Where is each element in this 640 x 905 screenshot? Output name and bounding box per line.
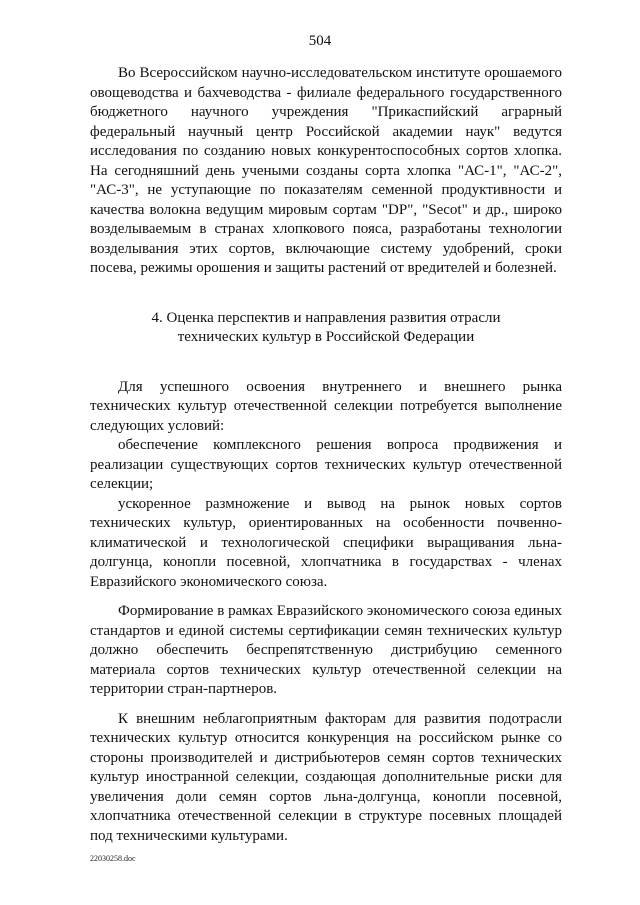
- section-heading: [90, 309, 562, 348]
- paragraph-certification: Формирование в рамках Евразийского экономического союза единых стандартов и единой системы сертификации семян технических культур должно обеспечить беспрепятственную дистрибуцию семенного материала сортов технических культур отечественной селекции на территории стран-партнеров.: [90, 603, 562, 697]
- section-heading-line-2: технических культур в Российской Федерации: [177, 329, 475, 345]
- page-number: 504: [308, 33, 332, 49]
- footer-doc-id: 22030258.doc: [90, 854, 136, 863]
- section-heading-line-1: 4. Оценка перспектив и направления развития отрасли: [151, 309, 501, 326]
- paragraph-conditions-intro: Для успешного освоения внутреннего и внешнего рынка технических культур отечественной селекции потребуется выполнение следующих условий:: [90, 378, 562, 434]
- document-body: [90, 64, 562, 846]
- paragraph-condition-1: обеспечение комплексного решения вопроса продвижения и реализации существующих сортов технических культур отечественной селекции;: [90, 437, 562, 492]
- paragraph-condition-2: ускоренное размножение и вывод на рынок новых сортов технических культур, ориентированных на особенности почвенно-климатической и технологической специфики выращивания льна-долгунца, конопли посевной, хлопчатника в государствах - членах Евразийского экономического союза.: [90, 495, 562, 590]
- paragraph-institute: Во Всероссийском научно-исследовательском институте орошаемого овощеводства и бахчеводства - филиале федерального государственного бюджетного научного учреждения "Прикаспийский аграрный федеральный научный центр Российской академии наук" ведутся исследования по созданию новых конкурентоспособных сортов хлопка. На сегодняшний день учеными созданы сорта хлопка "АС-1", "АС-2", "АС-3", не уступающие по показателям семенной продуктивности и качества волокна ведущим мировым сортам "DP", "Secot" и др., широко возделываемым в странах хлопкового пояса, разработаны технологии возделывания этих сортов, включающие систему удобрений, сроки посева, режимы орошения и защиты растений от вредителей и болезней.: [90, 65, 562, 276]
- paragraph-external-factors: К внешним неблагоприятным факторам для развития подотрасли технических культур относится конкуренция на российском рынке со стороны производителей и дистрибьютеров семян сортов технических культур иностранной селекции, создающая дополнительные риски для увеличения доли семян сортов льна-долгунца, конопли посевной, хлопчатника отечественной селекции в структуре посевных площадей под техническими культурами.: [90, 710, 562, 844]
